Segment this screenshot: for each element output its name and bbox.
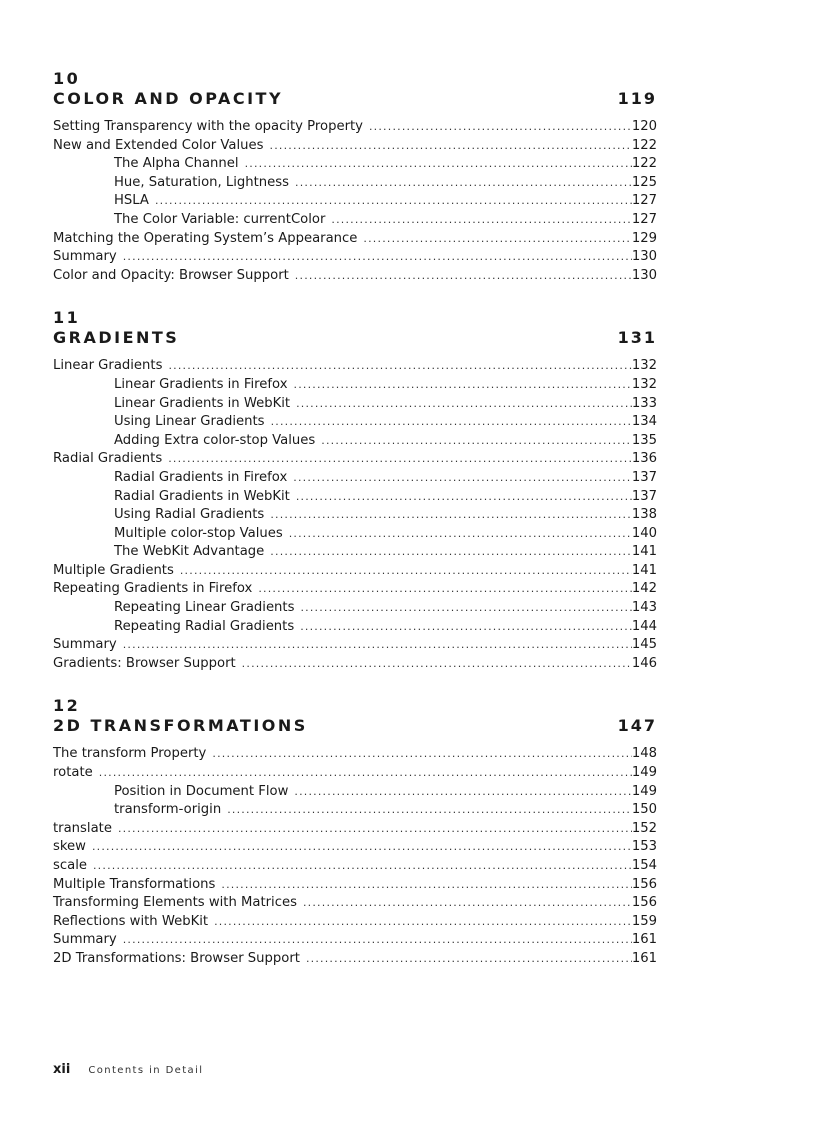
dot-leader (92, 838, 632, 857)
entry-label: Using Linear Gradients (114, 414, 265, 430)
entry-page-number: 161 (631, 932, 657, 948)
dot-leader (295, 174, 632, 193)
entry-label: The transform Property (53, 746, 207, 762)
entry-page-number: 148 (631, 746, 657, 762)
entry-label: Using Radial Gradients (114, 507, 265, 523)
toc-entry[interactable] (53, 838, 657, 857)
entry-page-number: 133 (631, 395, 657, 411)
toc-subentry[interactable] (53, 211, 657, 230)
dot-leader (270, 137, 632, 156)
dot-leader (303, 894, 632, 913)
entry-page-number: 120 (631, 119, 657, 134)
toc-subentry[interactable] (53, 506, 657, 525)
toc-subentry[interactable] (53, 413, 657, 432)
entry-page-number: 137 (631, 488, 657, 504)
entry-page-number: 143 (631, 600, 657, 616)
entry-label: scale (53, 858, 87, 873)
entry-label: Radial Gradients in Firefox (114, 469, 288, 485)
toc-entry[interactable] (53, 450, 657, 469)
toc-entry[interactable] (53, 636, 657, 655)
chapter-heading[interactable] (53, 90, 657, 108)
chapter-number: 12 (53, 696, 81, 716)
toc-entry[interactable] (53, 876, 657, 895)
chapter-page-number: 119 (617, 89, 657, 108)
chapter-section (53, 697, 657, 968)
entry-page-number: 122 (631, 137, 657, 153)
dot-leader (363, 230, 631, 249)
toc-subentry[interactable] (53, 488, 657, 507)
entry-page-number: 134 (631, 414, 657, 430)
entry-label: Matching the Operating System’s Appearance (53, 230, 358, 246)
dot-leader (242, 655, 632, 674)
dot-leader (155, 192, 632, 211)
entry-label: Linear Gradients in Firefox (114, 376, 288, 392)
dot-leader (300, 618, 632, 637)
dot-leader (99, 764, 632, 783)
dot-leader (123, 248, 632, 267)
toc-subentry[interactable] (53, 801, 657, 820)
toc-subentry[interactable] (53, 543, 657, 562)
running-head: Contents in Detail (88, 1065, 204, 1076)
entry-page-number: 136 (631, 451, 657, 467)
toc-entry[interactable] (53, 894, 657, 913)
entry-label: Reflections with WebKit (53, 913, 209, 929)
toc-subentry[interactable] (53, 155, 657, 174)
dot-leader (294, 376, 632, 395)
dot-leader (214, 913, 632, 932)
entry-page-number: 156 (631, 876, 657, 892)
entry-label: The Color Variable: currentColor (114, 211, 326, 227)
dot-leader (289, 525, 632, 544)
entry-page-number: 125 (631, 174, 657, 190)
dot-leader (93, 857, 632, 876)
entry-page-number: 122 (631, 156, 657, 172)
entry-label: Multiple Transformations (53, 876, 216, 892)
chapter-title: COLOR AND OPACITY (53, 89, 284, 108)
entry-page-number: 144 (631, 618, 657, 634)
dot-leader (168, 357, 631, 376)
entry-page-number: 135 (631, 432, 657, 448)
toc-subentry[interactable] (53, 469, 657, 488)
dot-leader (300, 599, 631, 618)
toc-subentry[interactable] (53, 192, 657, 211)
chapter-page-number: 147 (617, 716, 657, 736)
dot-leader (123, 931, 632, 950)
entry-page-number: 154 (631, 858, 657, 873)
entry-label: Hue, Saturation, Lightness (114, 174, 290, 190)
chapter-section (53, 70, 657, 285)
dot-leader (270, 506, 632, 525)
entry-label: Adding Extra color-stop Values (114, 432, 316, 448)
entry-label: Radial Gradients in WebKit (114, 488, 290, 504)
entry-label: Linear Gradients (53, 358, 163, 374)
toc-entry[interactable] (53, 655, 657, 674)
toc-entry[interactable] (53, 137, 657, 156)
entry-label: Repeating Radial Gradients (114, 618, 295, 634)
entry-label: Linear Gradients in WebKit (114, 395, 291, 411)
entry-label: Repeating Linear Gradients (114, 600, 295, 616)
entry-label: 2D Transformations: Browser Support (53, 950, 300, 966)
dot-leader (295, 267, 632, 286)
dot-leader (180, 562, 632, 581)
entry-page-number: 138 (631, 507, 657, 523)
toc-subentry[interactable] (53, 525, 657, 544)
dot-leader (293, 469, 632, 488)
toc-entry[interactable] (53, 931, 657, 950)
chapter-title: 2D TRANSFORMATIONS (53, 716, 308, 736)
dot-leader (270, 543, 632, 562)
entry-label: skew (53, 839, 86, 855)
entry-page-number: 145 (631, 637, 657, 653)
toc-entry[interactable] (53, 745, 657, 764)
entry-label: Radial Gradients (53, 451, 163, 467)
entry-page-number: 142 (631, 581, 657, 597)
entry-label: New and Extended Color Values (53, 137, 264, 153)
entry-page-number: 127 (631, 211, 657, 227)
entry-page-number: 156 (631, 895, 657, 911)
entry-page-number: 149 (631, 783, 657, 799)
chapter-title: GRADIENTS (53, 328, 180, 348)
dot-leader (331, 211, 631, 230)
dot-leader (221, 876, 631, 895)
entry-page-number: 141 (631, 544, 657, 560)
entry-label: Transforming Elements with Matrices (53, 895, 297, 911)
toc-entry[interactable] (53, 118, 657, 137)
entry-label: HSLA (114, 193, 149, 209)
chapter-heading[interactable] (53, 329, 657, 347)
entry-page-number: 161 (631, 950, 657, 966)
dot-leader (118, 820, 632, 839)
entry-page-number: 159 (631, 913, 657, 929)
dot-leader (271, 413, 632, 432)
entry-label: Repeating Gradients in Firefox (53, 581, 253, 597)
entry-label: Setting Transparency with the opacity Property (53, 119, 363, 134)
toc-entry[interactable] (53, 764, 657, 783)
entry-page-number: 132 (631, 376, 657, 392)
entry-label: transform-origin (114, 802, 222, 818)
entry-label: Color and Opacity: Browser Support (53, 267, 289, 283)
toc-entry[interactable] (53, 267, 657, 286)
entry-label: Position in Document Flow (114, 783, 289, 799)
chapter-list (53, 70, 657, 969)
toc-subentry[interactable] (53, 432, 657, 451)
dot-leader (296, 395, 632, 414)
entry-label: rotate (53, 765, 93, 781)
dot-leader (245, 155, 632, 174)
toc-subentry[interactable] (53, 599, 657, 618)
entry-label: Summary (53, 249, 117, 265)
entry-page-number: 141 (631, 562, 657, 578)
entry-label: The Alpha Channel (114, 156, 239, 172)
chapter-section (53, 309, 657, 673)
toc-entry[interactable] (53, 950, 657, 969)
dot-leader (294, 783, 631, 802)
toc-entry[interactable] (53, 357, 657, 376)
entry-label: Multiple color-stop Values (114, 525, 283, 541)
entry-page-number: 150 (631, 802, 657, 818)
entry-label: translate (53, 820, 112, 836)
entry-page-number: 140 (631, 525, 657, 541)
page-footer (53, 1062, 203, 1077)
toc-subentry[interactable] (53, 783, 657, 802)
entry-page-number: 130 (631, 267, 657, 283)
toc-entry[interactable] (53, 230, 657, 249)
dot-leader (227, 801, 632, 820)
toc-entry[interactable] (53, 562, 657, 581)
entry-label: The WebKit Advantage (114, 544, 265, 560)
entry-page-number: 153 (631, 839, 657, 855)
toc-entry[interactable] (53, 580, 657, 599)
dot-leader (369, 118, 632, 137)
entry-page-number: 127 (631, 193, 657, 209)
entry-label: Summary (53, 932, 117, 948)
toc-entry[interactable] (53, 913, 657, 932)
toc-entry[interactable] (53, 820, 657, 839)
entry-page-number: 132 (631, 358, 657, 374)
entry-page-number: 152 (631, 820, 657, 836)
toc-subentry[interactable] (53, 376, 657, 395)
dot-leader (168, 450, 632, 469)
dot-leader (306, 950, 632, 969)
toc-entry[interactable] (53, 248, 657, 267)
toc-subentry[interactable] (53, 618, 657, 637)
toc-subentry[interactable] (53, 174, 657, 193)
dot-leader (321, 432, 632, 451)
dot-leader (296, 488, 632, 507)
dot-leader (212, 745, 631, 764)
entry-label: Multiple Gradients (53, 562, 174, 578)
chapter-page-number: 131 (617, 328, 657, 348)
entry-page-number: 137 (631, 469, 657, 485)
chapter-number: 11 (53, 308, 81, 328)
entry-page-number: 146 (631, 655, 657, 671)
toc-subentry[interactable] (53, 395, 657, 414)
chapter-heading[interactable] (53, 717, 657, 735)
entry-page-number: 129 (631, 230, 657, 246)
toc-page (53, 70, 657, 993)
entry-label: Gradients: Browser Support (53, 655, 236, 671)
dot-leader (258, 580, 632, 599)
dot-leader (123, 636, 632, 655)
entry-label: Summary (53, 637, 117, 653)
chapter-number: 10 (53, 69, 81, 88)
entry-page-number: 130 (631, 249, 657, 265)
toc-entry[interactable] (53, 857, 657, 876)
entry-page-number: 149 (631, 765, 657, 781)
page-folio: xii (53, 1062, 71, 1077)
